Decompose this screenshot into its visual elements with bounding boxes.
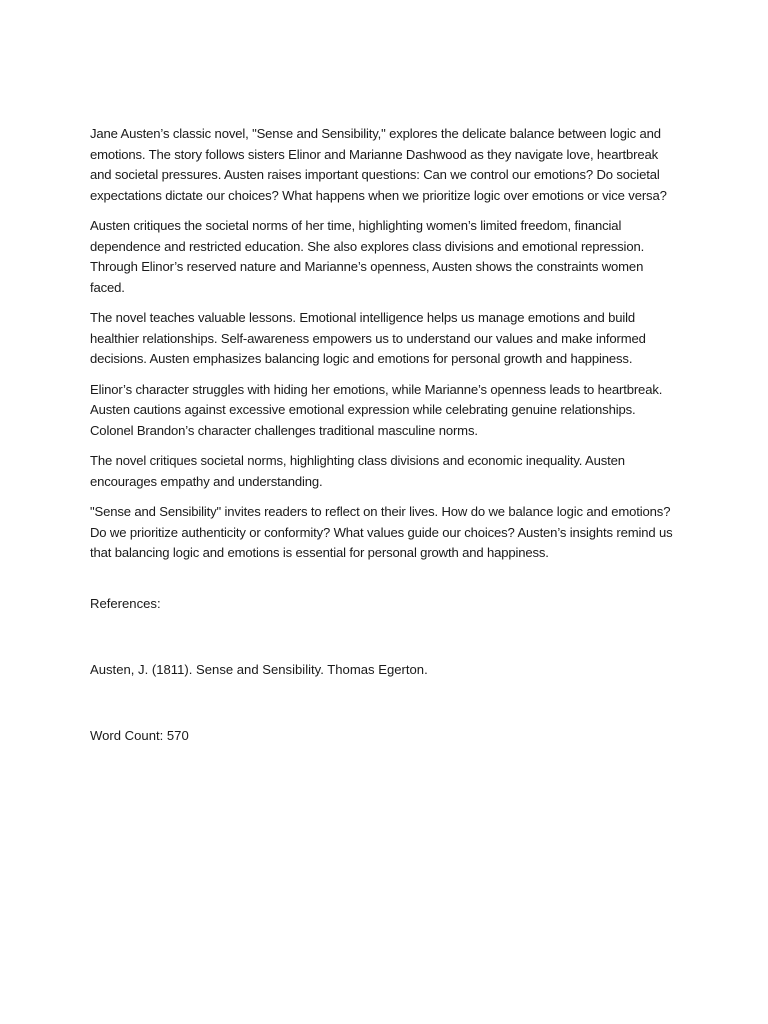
references-heading: References:	[90, 596, 161, 611]
reference-entry: Austen, J. (1811). Sense and Sensibility. Thomas Egerton.	[90, 662, 428, 677]
paragraph-lessons: The novel teaches valuable lessons. Emotional intelligence helps us manage emotions and build healthier relationships. Self-awareness empowers us to understand our values and make informed decisions. Austen emphasizes balancing logic and emotions for personal growth and happiness.	[90, 310, 646, 366]
paragraph-characters: Elinor’s character struggles with hiding her emotions, while Marianne’s openness leads to heartbreak. Austen cautions against excessive emotional expression while celebrating genuine relationships. Colonel Brandon’s character challenges traditional masculine norms.	[90, 381, 663, 438]
word-count: Word Count: 570	[90, 728, 189, 743]
essay-body	[90, 124, 680, 574]
paragraph-societal-norms: Austen critiques the societal norms of her time, highlighting women’s limited freedom, financial dependence and restricted education. She also explores class divisions and emotional repression. Through Elinor’s reserved nature and Marianne’s openness, Austen shows the constraints women faced.	[90, 218, 645, 295]
paragraph-critique: The novel critiques societal norms, highlighting class divisions and economic inequality. Austen encourages empathy and understanding.	[90, 453, 625, 489]
paragraph-conclusion: "Sense and Sensibility" invites readers to reflect on their lives. How do we balance logic and emotions? Do we prioritize authenticity or conformity? What values guide our choices? Austen’s insights remind us that balancing logic and emotions is essential for personal growth and happiness.	[90, 504, 673, 560]
paragraph-intro: Jane Austen’s classic novel, "Sense and Sensibility," explores the delicate balance between logic and emotions. The story follows sisters Elinor and Marianne Dashwood as they navigate love, heartbreak and societal pressures. Austen raises important questions: Can we control our emotions? Do societal expectations dictate our choices? What happens when we prioritize logic over emotions or vice versa?	[90, 126, 667, 203]
